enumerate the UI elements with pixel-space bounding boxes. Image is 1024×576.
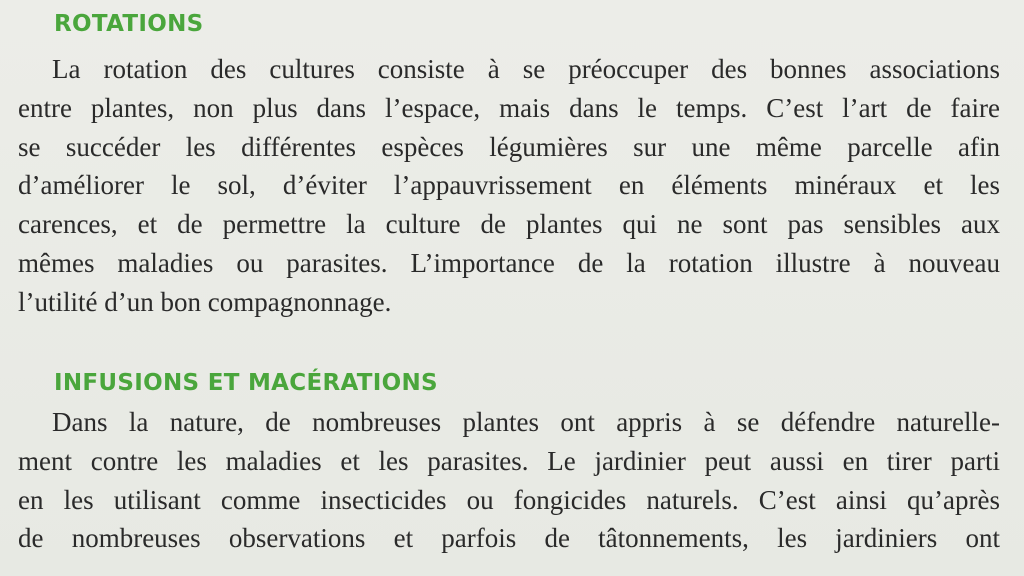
text-line: ment contre les maladies et les parasites. Le jardinier peut aussi en tirer parti xyxy=(18,445,1000,476)
text-line: d’améliorer le sol, d’éviter l’appauvrissement en éléments minéraux et les xyxy=(18,170,1000,201)
section-heading-rotations: ROTATIONS xyxy=(54,11,204,37)
text-line: entre plantes, non plus dans l’espace, mais dans le temps. C’est l’art de faire xyxy=(18,92,1000,123)
paragraph-rotations xyxy=(18,50,1000,322)
paragraph-infusions xyxy=(18,403,1000,558)
section-heading-infusions: INFUSIONS ET MACÉRATIONS xyxy=(54,370,438,396)
text-line: en les utilisant comme insecticides ou fongicides naturels. C’est ainsi qu’après xyxy=(18,484,1000,515)
text-line: La rotation des cultures consiste à se préoccuper des bonnes associations xyxy=(52,54,1000,84)
text-line: carences, et de permettre la culture de plantes qui ne sont pas sensibles aux xyxy=(18,209,1000,240)
text-line: se succéder les différentes espèces légumières sur une même parcelle afin xyxy=(18,131,1000,162)
text-line: mêmes maladies ou parasites. L’importance de la rotation illustre à nouveau xyxy=(18,247,1000,278)
text-line: l’utilité d’un bon compagnonnage. xyxy=(18,286,392,317)
text-line: de nombreuses observations et parfois de tâtonnements, les jardiniers ont xyxy=(18,523,1000,554)
text-line: Dans la nature, de nombreuses plantes ont appris à se défendre naturelle- xyxy=(52,407,1000,437)
